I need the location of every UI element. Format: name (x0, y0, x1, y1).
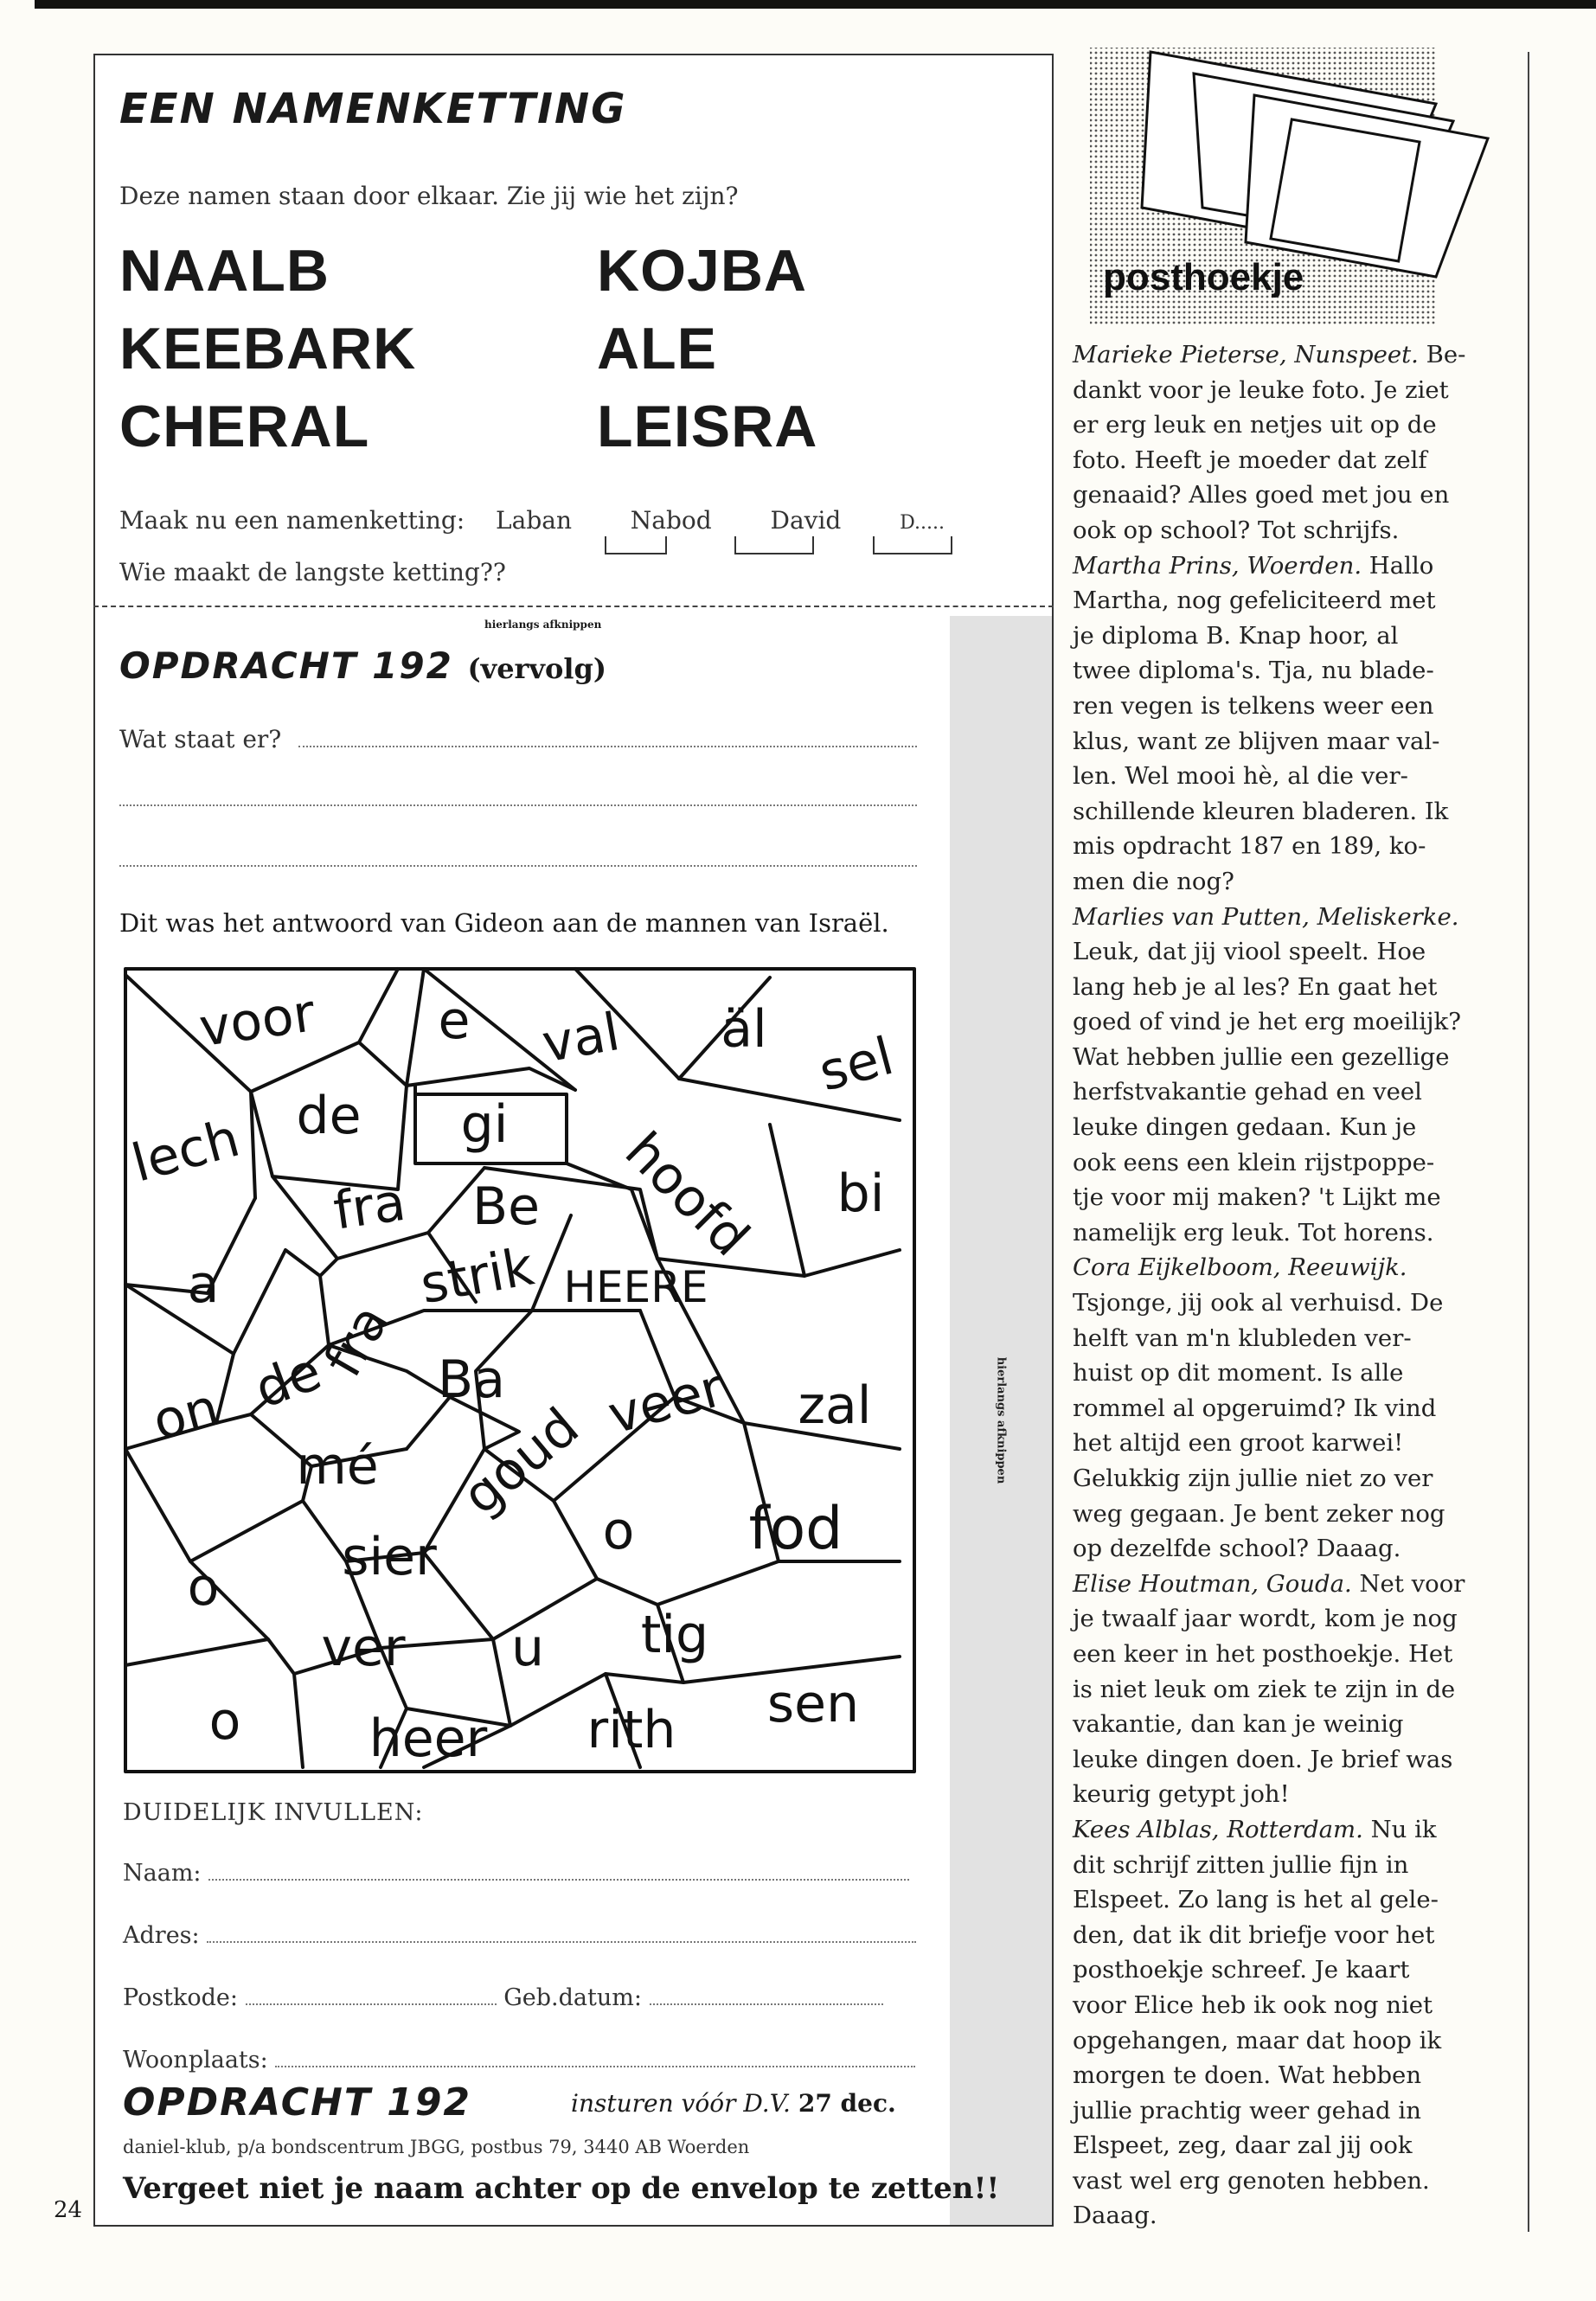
letter-line: lang heb je al les? En gaat het (1073, 972, 1438, 1001)
cut-strip (950, 616, 1052, 2225)
letter-line: Marlies van Putten, Meliskerke. (1073, 902, 1459, 931)
letter-line: Daaag. (1073, 2202, 1157, 2230)
naam-label: Naam: (123, 1860, 202, 1887)
letter-line: len. Wel mooi hè, al die ver- (1073, 762, 1408, 791)
letter-line: op dezelfde school? Daaag. (1073, 1535, 1401, 1563)
puzzle-word: on (146, 1377, 225, 1453)
letter-line: Marieke Pieterse, Nunspeet. Be- (1073, 341, 1466, 369)
puzzle-word: mé (296, 1436, 379, 1497)
puzzle-word: lech (125, 1107, 247, 1195)
letter-line: er erg leuk en netjes uit op de (1073, 411, 1437, 439)
scrambled-names-left (119, 232, 416, 465)
letter-line: Kees Alblas, Rotterdam. Nu ik (1073, 1815, 1437, 1843)
scrambled-name: KEEBARK (119, 316, 417, 381)
letter-line: Martha Prins, Woerden. Hallo (1073, 551, 1434, 580)
letter-line: weg gegaan. Je bent zeker nog (1073, 1499, 1445, 1528)
puzzle-word: voor (195, 983, 319, 1060)
postkode-label: Postkode: (123, 1984, 239, 2011)
puzzle-word: heer (369, 1708, 488, 1769)
letter-line: is niet leuk om ziek te zijn in de (1073, 1675, 1456, 1703)
puzzle-word: hoofd (613, 1120, 761, 1268)
letter-line: ook eens een klein rijstpoppe- (1073, 1148, 1435, 1176)
opdracht-title (119, 644, 606, 687)
letter-line: Leuk, dat jij viool speelt. Hoe (1073, 938, 1426, 966)
letter-line: Elspeet. Zo lang is het al gele- (1073, 1886, 1439, 1914)
chain-connectors (588, 519, 995, 562)
scrambled-name: LEISRA (597, 394, 818, 459)
form-heading: DUIDELIJK INVULLEN: (123, 1799, 424, 1826)
adres-input[interactable] (207, 1941, 916, 1943)
letter-line: dankt voor je leuke foto. Je ziet (1073, 375, 1449, 404)
letter-line: morgen te doen. Wat hebben (1073, 2061, 1422, 2090)
puzzle-word: fra (312, 1294, 401, 1388)
letter-line: ren vegen is telkens weer een (1073, 691, 1434, 720)
cut-line (93, 606, 1054, 607)
letter-line: het altijd een groot karwei! (1073, 1429, 1404, 1458)
puzzle-word: sier (342, 1527, 437, 1587)
top-rule (35, 0, 1596, 9)
letter-line: Cora Eijkelboom, Reeuwijk. (1073, 1253, 1407, 1282)
naam-field[interactable] (123, 1860, 909, 1887)
answer-line[interactable] (119, 865, 917, 867)
puzzle-word: ver (321, 1618, 406, 1678)
answer-question: Wat staat er? (119, 725, 282, 753)
posthoekje-letters (1073, 337, 1514, 2234)
answer-line[interactable] (298, 746, 917, 747)
letter-line: opgehangen, maar dat hoop ik (1073, 2026, 1442, 2054)
puzzle-word: val (537, 1002, 625, 1075)
chain-text: Maak nu een namenketting: (119, 506, 465, 535)
puzzle-word: o (187, 1557, 220, 1618)
puzzle-word: fod (748, 1495, 843, 1563)
letter-line: leuke dingen doen. Je brief was (1073, 1745, 1453, 1773)
letter-line: Wat hebben jullie een gezellige (1073, 1042, 1450, 1071)
puzzle-word: äl (721, 999, 767, 1060)
letter-line: schillende kleuren bladeren. Ik (1073, 797, 1449, 825)
puzzle-word: bi (836, 1163, 885, 1224)
scrambled-names-right (597, 232, 817, 465)
column-rule (1528, 52, 1529, 2232)
letter-line: twee diploma's. Tja, nu blade- (1073, 657, 1434, 685)
puzzle-word: sel (812, 1025, 900, 1104)
letter-line: herfstvakantie gehad en veel (1073, 1078, 1422, 1106)
letter-line: keurig getypt joh! (1073, 1780, 1290, 1809)
gebdatum-input[interactable] (650, 2003, 883, 2005)
puzzle-word: gi (460, 1094, 509, 1155)
woonplaats-input[interactable] (275, 2066, 915, 2067)
opdracht-vervolg: (vervolg) (467, 652, 607, 685)
chain-item: David (770, 506, 842, 535)
chain-item: D..... (900, 512, 945, 534)
puzzle-word: strik (416, 1236, 539, 1317)
posthoekje-title: posthoekje (1103, 256, 1304, 298)
puzzle-word: goud (451, 1396, 591, 1527)
letter-line: rommel al opgeruimd? Ik vind (1073, 1394, 1437, 1422)
letter-line: jullie prachtig weer gehad in (1073, 2096, 1421, 2125)
puzzle-word: veer (602, 1357, 730, 1446)
letter-line: tje voor mij maken? 't Lijkt me (1073, 1183, 1441, 1212)
puzzle-word: HEERE (563, 1262, 708, 1312)
letter-line: een keer in het posthoekje. Het (1073, 1639, 1453, 1668)
letter-line: foto. Heeft je moeder dat zelf (1073, 445, 1427, 474)
deadline-date: 27 dec. (798, 2089, 896, 2118)
puzzle-word: de (296, 1086, 362, 1146)
letter-line: ook op school? Tot schrijfs. (1073, 516, 1400, 544)
puzzle-word: a (187, 1254, 220, 1315)
letter-line: helft van m'n klubleden ver- (1073, 1324, 1412, 1352)
chain-item: Nabod (630, 506, 712, 535)
postkode-input[interactable] (246, 2003, 497, 2005)
woonplaats-label: Woonplaats: (123, 2047, 268, 2073)
page-number: 24 (54, 2197, 83, 2223)
word-puzzle (121, 965, 921, 1778)
cut-label: hierlangs afknippen (484, 619, 602, 631)
puzzle-word: Be (471, 1176, 541, 1237)
scrambled-name: CHERAL (119, 394, 370, 459)
letter-line: voor Elice heb ik ook nog niet (1073, 1990, 1433, 2019)
deadline (571, 2089, 896, 2118)
letter-line: huist op dit moment. Is alle (1073, 1359, 1404, 1388)
opdracht-title-text: OPDRACHT 192 (119, 644, 453, 687)
letter-line: Elspeet, zeg, daar zal jij ook (1073, 2131, 1413, 2160)
adres-label: Adres: (123, 1922, 200, 1949)
answer-line[interactable] (119, 804, 917, 806)
namenketting-title: EEN NAMENKETTING (119, 85, 627, 133)
answer-hint: Dit was het antwoord van Gideon aan de mannen van Israël. (119, 908, 889, 938)
puzzle-word: tig (640, 1605, 709, 1665)
puzzle-word: o (602, 1501, 635, 1561)
chain-item: Laban (496, 506, 572, 535)
letter-line: Elise Houtman, Gouda. Net voor (1073, 1569, 1465, 1598)
puzzle-word: fra (330, 1171, 409, 1242)
naam-input[interactable] (208, 1879, 909, 1881)
deadline-text: insturen vóór D.V. (571, 2089, 791, 2118)
letter-line: Tsjonge, jij ook al verhuisd. De (1073, 1289, 1444, 1317)
scrambled-name: KOJBA (597, 238, 808, 304)
letter-line: je twaalf jaar wordt, kom je nog (1073, 1605, 1458, 1633)
puzzle-word: sen (766, 1674, 860, 1734)
scrambled-name: ALE (597, 316, 717, 381)
letter-line: goed of vind je het erg moeilijk? (1073, 1008, 1461, 1036)
letter-line: men die nog? (1073, 867, 1234, 895)
adres-field[interactable] (123, 1922, 916, 1949)
namenketting-intro: Deze namen staan door elkaar. Zie jij wie het zijn? (119, 182, 739, 210)
scrambled-name: NAALB (119, 238, 330, 304)
letter-line: je diploma B. Knap hoor, al (1073, 621, 1399, 650)
gebdatum-label: Geb.datum: (503, 1984, 642, 2011)
mailing-address: daniel-klub, p/a bondscentrum JBGG, postbus 79, 3440 AB Woerden (123, 2137, 750, 2157)
letter-line: Martha, nog gefeliciteerd met (1073, 586, 1436, 615)
letter-line: vakantie, dan kan je weinig (1073, 1710, 1404, 1739)
puzzle-word: u (510, 1618, 545, 1678)
letter-line: leuke dingen gedaan. Kun je (1073, 1113, 1417, 1142)
footer-opdracht-title: OPDRACHT 192 (123, 2080, 472, 2125)
letter-line: Gelukkig zijn jullie niet zo ver (1073, 1465, 1433, 1492)
reminder: Vergeet niet je naam achter op de envelop te zetten!! (123, 2171, 1000, 2206)
chain-question: Wie maakt de langste ketting?? (119, 558, 506, 586)
letter-line: genaaid? Alles goed met jou en (1073, 481, 1450, 510)
puzzle-word: e (438, 990, 471, 1051)
puzzle-word: de (247, 1341, 330, 1420)
cut-strip-label: hierlangs afknippen (994, 1356, 1008, 1484)
letter-line: mis opdracht 187 en 189, ko- (1073, 832, 1426, 861)
posthoekje-logo (1073, 35, 1514, 329)
puzzle-word: zal (798, 1375, 872, 1436)
puzzle-word: Ba (438, 1349, 505, 1410)
puzzle-word: o (208, 1691, 241, 1752)
letter-line: dit schrijf zitten jullie fijn in (1073, 1850, 1409, 1879)
letter-line: vast wel erg genoten hebben. (1073, 2166, 1430, 2195)
postkode-field[interactable] (123, 1984, 883, 2011)
letter-line: klus, want ze blijven maar val- (1073, 727, 1440, 755)
letter-line: den, dat ik dit briefje voor het (1073, 1920, 1435, 1949)
woonplaats-field[interactable] (123, 2047, 915, 2073)
puzzle-word: rith (586, 1700, 676, 1760)
letter-line: namelijk erg leuk. Tot horens. (1073, 1218, 1434, 1247)
letter-line: posthoekje schreef. Je kaart (1073, 1956, 1410, 1984)
